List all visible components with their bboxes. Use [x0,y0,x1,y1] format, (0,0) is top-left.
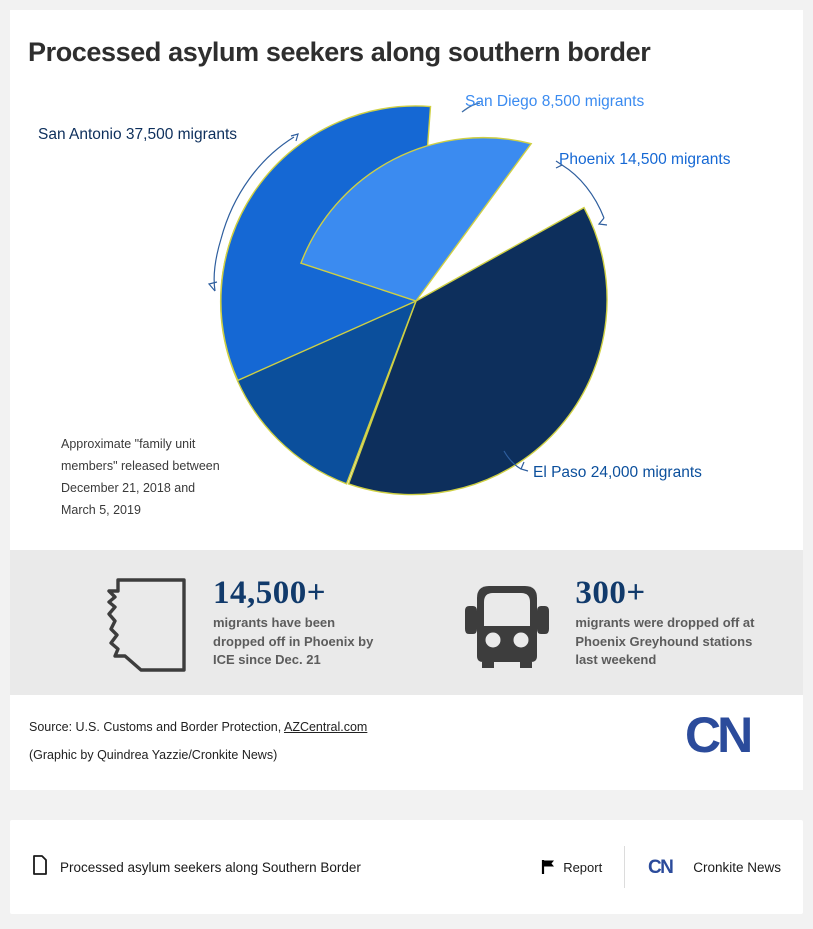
annotation-line: March 5, 2019 [61,502,141,517]
stat-desc-line: ICE since Dec. 21 [213,652,321,668]
arizona-map-icon [95,569,195,677]
stats-band [10,550,803,695]
annotation-line: Approximate "family unit [61,437,196,451]
chart-annotation [61,434,220,522]
stat-description [213,614,373,669]
source-link[interactable]: AZCentral.com [283,720,368,734]
pie-label-san-antonio: San Antonio 37,500 migrants [38,126,238,143]
svg-text:CN: CN [685,710,750,762]
source-area [10,695,803,790]
stat-block-arizona [95,569,373,677]
stat-desc-line: migrants have been [213,615,336,631]
stat-text-arizona [213,576,373,670]
pie-label-phoenix: Phoenix 14,500 migrants [559,151,731,168]
stat-number: 300+ [575,574,646,611]
footer-brand-name: Cronkite News [693,859,781,875]
stat-block-bus [461,576,754,670]
leader-bracket-phoenix-end [599,218,607,225]
document-icon [32,855,48,880]
source-prefix: Source: U.S. Customs and Border Protection, [29,720,284,734]
footer-divider [624,846,625,888]
footer-document-title: Processed asylum seekers along Southern Border [60,859,361,875]
annotation-line: December 21, 2018 and [61,480,196,495]
leader-bracket-san-antonio-end [209,282,217,291]
stat-desc-line: Phoenix Greyhound stations [575,633,753,649]
flag-icon [541,859,556,875]
stat-desc-line: migrants were dropped off at [575,615,755,631]
annotation-line: members" released between [61,458,220,473]
stat-text-bus [575,576,754,670]
report-label: Report [563,859,603,875]
leader-bracket-el-paso [521,462,528,471]
stat-desc-line: last weekend [575,652,657,668]
pie-label-el-paso: El Paso 24,000 migrants [533,464,702,481]
infographic-card [10,10,803,790]
cronkite-news-logo [685,710,781,767]
stat-desc-line: dropped off in Phoenix by [213,633,374,649]
stat-description [575,614,754,669]
report-button[interactable] [541,859,602,875]
source-text [29,720,367,734]
avatar [647,851,679,883]
leader-bracket-san-antonio-tip [291,134,298,141]
stat-number: 14,500+ [213,574,327,611]
chart-area [10,10,803,550]
graphic-credit: (Graphic by Quindrea Yazzie/Cronkite News) [29,748,278,762]
svg-text:CN: CN [648,857,673,877]
footer-brand[interactable] [647,851,781,883]
page-title: Processed asylum seekers along southern border [28,37,651,67]
footer-bar [10,820,803,914]
bus-icon [461,576,557,670]
pie-label-san-diego: San Diego 8,500 migrants [465,93,645,110]
